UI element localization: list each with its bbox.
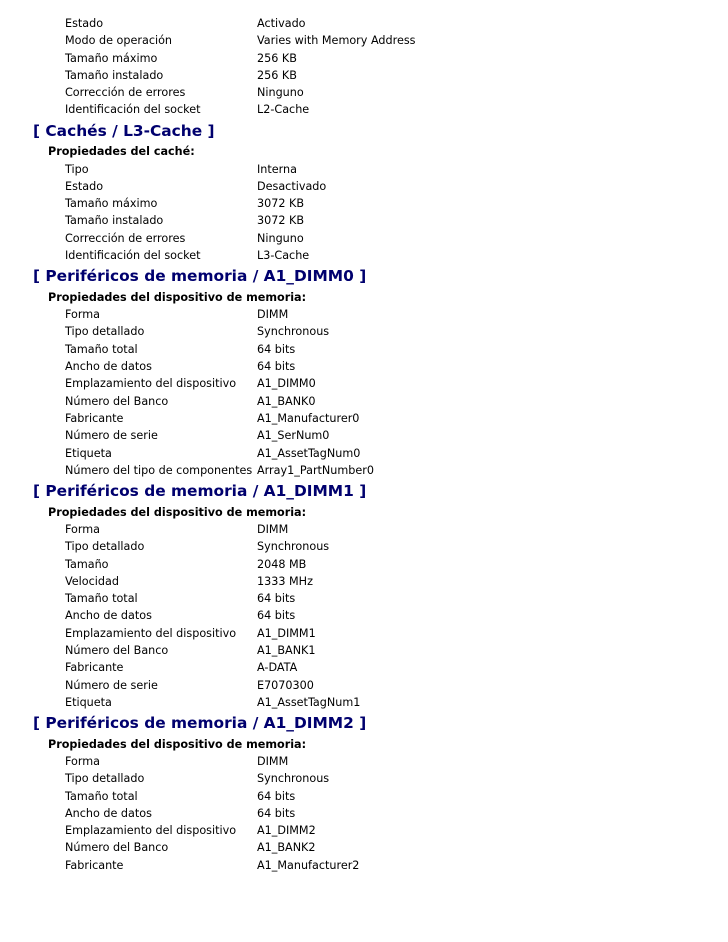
property-name: Número del tipo de componentes <box>65 463 253 477</box>
property-value: A1_Manufacturer0 <box>257 411 360 425</box>
property-value: A1_BANK1 <box>257 644 316 657</box>
property-value: Varies with Memory Address <box>257 34 416 48</box>
section-title: [ Periféricos de memoria / A1_DIMM0 ] <box>33 267 367 286</box>
property-name: Fabricante <box>65 858 124 872</box>
property-row <box>0 445 728 462</box>
property-value: 256 KB <box>257 68 297 82</box>
property-row <box>0 677 728 694</box>
property-name: Emplazamiento del dispositivo <box>65 824 237 838</box>
property-name: Corrección de errores <box>65 231 186 245</box>
property-value: A1_DIMM2 <box>257 824 316 838</box>
property-row <box>0 607 728 624</box>
property-row <box>0 32 728 49</box>
property-value: E7070300 <box>257 678 314 692</box>
property-name: Tamaño máximo <box>65 51 158 65</box>
property-value: A1_AssetTagNum1 <box>257 695 361 709</box>
property-name: Modo de operación <box>65 34 173 48</box>
property-row <box>0 323 728 340</box>
property-row <box>0 642 728 659</box>
property-name: Forma <box>65 522 101 536</box>
property-value: A1_Manufacturer2 <box>257 858 360 872</box>
property-row <box>0 393 728 410</box>
property-row <box>0 427 728 444</box>
property-row <box>0 805 728 822</box>
property-value: Synchronous <box>257 772 330 786</box>
property-name: Estado <box>65 17 104 30</box>
property-row <box>0 822 728 839</box>
property-row <box>0 84 728 101</box>
property-row <box>0 538 728 555</box>
property-row <box>0 410 728 427</box>
property-name: Número del Banco <box>65 841 169 855</box>
section-title: [ Periféricos de memoria / A1_DIMM2 ] <box>33 714 367 733</box>
property-row <box>0 375 728 392</box>
property-value: 2048 MB <box>257 557 307 571</box>
property-name: Ancho de datos <box>65 609 152 623</box>
property-name: Estado <box>65 179 104 193</box>
property-value: DIMM <box>257 308 289 322</box>
property-value: A-DATA <box>257 661 298 675</box>
property-row <box>0 573 728 590</box>
property-value: L3-Cache <box>257 249 310 263</box>
property-name: Corrección de errores <box>65 86 186 100</box>
property-name: Número de serie <box>65 429 158 443</box>
property-name: Tamaño total <box>65 592 138 606</box>
hardware-report <box>0 15 728 874</box>
property-value: 256 KB <box>257 51 297 65</box>
property-value: 64 bits <box>257 609 296 623</box>
property-value: 64 bits <box>257 360 296 374</box>
property-row <box>0 753 728 770</box>
property-name: Velocidad <box>65 574 119 588</box>
property-row <box>0 857 728 874</box>
property-name: Emplazamiento del dispositivo <box>65 626 237 640</box>
property-name: Fabricante <box>65 411 124 425</box>
property-name: Tipo <box>65 162 89 176</box>
section-title: [ Periféricos de memoria / A1_DIMM1 ] <box>33 482 367 501</box>
group-heading: Propiedades del dispositivo de memoria: <box>48 737 307 751</box>
property-name: Tamaño instalado <box>65 214 164 228</box>
property-row <box>0 839 728 856</box>
property-name: Tamaño total <box>65 789 138 803</box>
property-name: Tamaño instalado <box>65 68 164 82</box>
property-value: Ninguno <box>257 231 304 245</box>
report-section <box>0 264 728 479</box>
property-value: A1_AssetTagNum0 <box>257 446 361 460</box>
property-name: Forma <box>65 308 101 322</box>
report-section <box>0 711 728 874</box>
property-value: Array1_PartNumber0 <box>257 463 374 477</box>
property-value: L2-Cache <box>257 103 310 117</box>
property-value: 64 bits <box>257 806 296 820</box>
group-heading: Propiedades del caché: <box>48 145 195 159</box>
property-row <box>0 590 728 607</box>
property-value: 1333 MHz <box>257 574 313 588</box>
property-value: A1_BANK2 <box>257 841 316 855</box>
property-name: Ancho de datos <box>65 360 152 374</box>
property-row <box>0 341 728 358</box>
property-name: Identificación del socket <box>65 249 201 263</box>
property-row <box>0 625 728 642</box>
property-value: 64 bits <box>257 592 296 606</box>
property-name: Tamaño total <box>65 342 138 356</box>
section-title: [ Cachés / L3-Cache ] <box>33 121 215 140</box>
property-name: Número del Banco <box>65 644 169 657</box>
report-section <box>0 119 728 265</box>
property-row <box>0 230 728 247</box>
property-row <box>0 101 728 118</box>
property-row <box>0 556 728 573</box>
property-name: Ancho de datos <box>65 806 152 820</box>
property-row <box>0 50 728 67</box>
property-value: Interna <box>257 162 298 176</box>
property-row <box>0 788 728 805</box>
property-row <box>0 770 728 787</box>
property-name: Tipo detallado <box>65 325 145 339</box>
property-name: Forma <box>65 754 101 768</box>
property-row <box>0 67 728 84</box>
property-value: 64 bits <box>257 789 296 803</box>
property-value: Ninguno <box>257 86 304 100</box>
property-row <box>0 306 728 323</box>
property-value: DIMM <box>257 522 289 536</box>
group-heading: Propiedades del dispositivo de memoria: <box>48 290 307 304</box>
property-name: Fabricante <box>65 661 124 675</box>
property-row <box>0 659 728 676</box>
property-row <box>0 178 728 195</box>
report-section <box>0 479 728 711</box>
property-name: Tipo detallado <box>65 772 145 786</box>
property-row <box>0 358 728 375</box>
report-sections <box>0 119 728 874</box>
property-name: Número del Banco <box>65 394 169 408</box>
property-row <box>0 462 728 479</box>
property-value: A1_DIMM1 <box>257 626 316 640</box>
property-name: Etiqueta <box>65 695 112 709</box>
property-row <box>0 15 728 32</box>
property-row <box>0 161 728 178</box>
property-value: Synchronous <box>257 325 330 339</box>
property-value: Synchronous <box>257 540 330 554</box>
property-value: 3072 KB <box>257 197 305 211</box>
property-name: Número de serie <box>65 678 158 692</box>
property-name: Emplazamiento del dispositivo <box>65 377 237 391</box>
property-name: Tamaño máximo <box>65 197 158 211</box>
property-name: Etiqueta <box>65 446 112 460</box>
property-value: A1_BANK0 <box>257 394 316 408</box>
property-value: A1_SerNum0 <box>257 429 330 443</box>
property-row <box>0 212 728 229</box>
property-name: Identificación del socket <box>65 103 201 117</box>
property-value: A1_DIMM0 <box>257 377 316 391</box>
property-value: Desactivado <box>257 179 327 193</box>
property-value: Activado <box>257 17 306 30</box>
property-row <box>0 247 728 264</box>
property-value: DIMM <box>257 754 289 768</box>
intro-property-list <box>0 15 728 119</box>
property-row <box>0 521 728 538</box>
property-name: Tipo detallado <box>65 540 145 554</box>
property-value: 64 bits <box>257 342 296 356</box>
property-row <box>0 694 728 711</box>
property-name: Tamaño <box>65 557 109 571</box>
property-row <box>0 195 728 212</box>
property-value: 3072 KB <box>257 214 305 228</box>
group-heading: Propiedades del dispositivo de memoria: <box>48 505 307 519</box>
